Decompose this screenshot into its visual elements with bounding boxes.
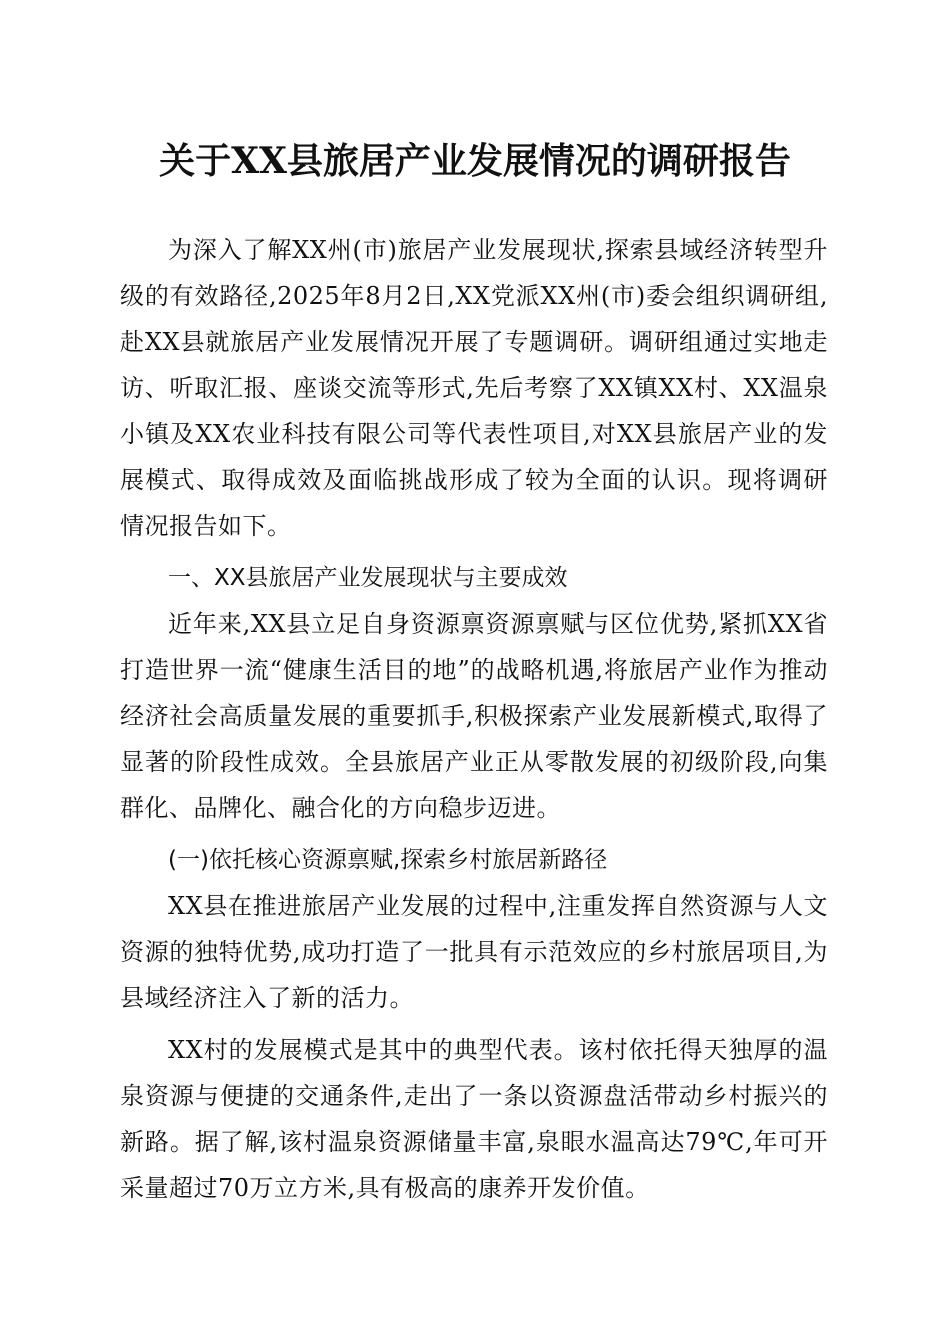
subsection-1-paragraph-2: XX村的发展模式是其中的典型代表。该村依托得天独厚的温泉资源与便捷的交通条件,走出了一条以资源盘活带动乡村振兴的新路。据了解,该村温泉资源储量丰富,泉眼水温高达79℃,年可开采量超过70万立方米,具有极高的康养开发价值。 [120,1036,828,1202]
intro-paragraph: 为深入了解XX州(市)旅居产业发展现状,探索县域经济转型升级的有效路径,2025年8月2日,XX党派XX州(市)委会组织调研组,赴XX县就旅居产业发展情况开展了专题调研。调研组通过实地走访、听取汇报、座谈交流等形式,先后考察了XX镇XX村、XX温泉小镇及XX农业科技有限公司等代表性项目,对XX县旅居产业的发展模式、取得成效及面临挑战形成了较为全面的认识。现将调研情况报告如下。 [120,236,828,540]
subsection-heading-1: (一)依托核心资源禀赋,探索乡村旅居新路径 [168,847,608,873]
subsection-1-paragraph-1: XX县在推进旅居产业发展的过程中,注重发挥自然资源与人文资源的独特优势,成功打造了一批具有示范效应的乡村旅居项目,为县域经济注入了新的活力。 [120,892,828,1012]
document-title: 关于XX县旅居产业发展情况的调研报告 [159,140,791,182]
section-1-paragraph: 近年来,XX县立足自身资源禀资源禀赋与区位优势,紧抓XX省打造世界一流“健康生活目的地”的战略机遇,将旅居产业作为推动经济社会高质量发展的重要抓手,积极探索产业发展新模式,取得了显著的阶段性成效。全县旅居产业正从零散发展的初级阶段,向集群化、品牌化、融合化的方向稳步迈进。 [120,610,828,822]
section-heading-1: 一、XX县旅居产业发展现状与主要成效 [168,565,568,591]
document-body [120,227,828,1211]
